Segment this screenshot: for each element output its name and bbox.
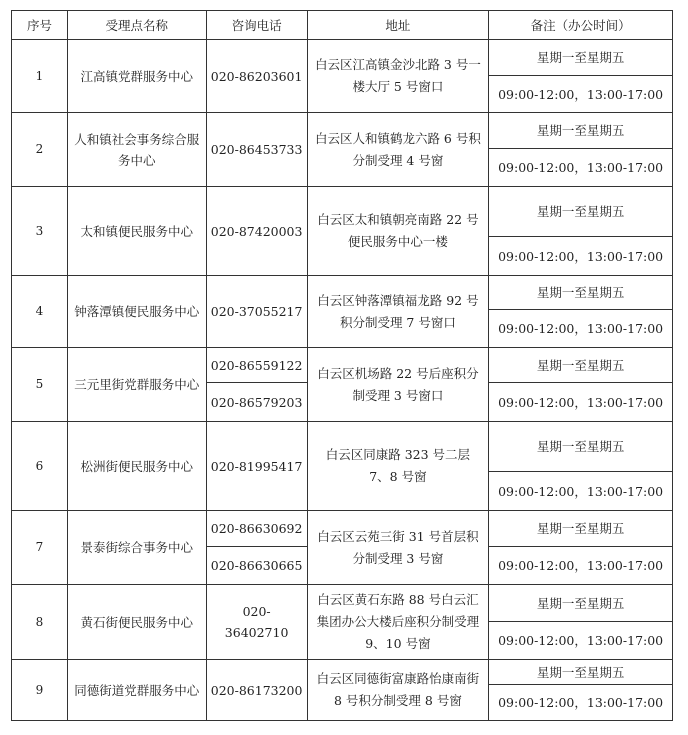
row-phone: 020-37055217 bbox=[206, 276, 307, 348]
row-name: 太和镇便民服务中心 bbox=[67, 187, 206, 276]
header-notes: 备注（办公时间） bbox=[489, 11, 673, 40]
row-name: 人和镇社会事务综合服务中心 bbox=[67, 113, 206, 187]
row-seq: 1 bbox=[12, 40, 68, 113]
row-seq: 5 bbox=[12, 348, 68, 422]
row-hours: 09:00-12:00，13:00-17:00 bbox=[489, 547, 673, 585]
row-phone: 020-81995417 bbox=[206, 422, 307, 511]
row-name: 钟落潭镇便民服务中心 bbox=[67, 276, 206, 348]
row-address: 白云区云苑三街 31 号首层积分制受理 3 号窗 bbox=[307, 511, 489, 585]
row-days: 星期一至星期五 bbox=[489, 511, 673, 547]
row-phone: 020-86173200 bbox=[206, 660, 307, 721]
row-address: 白云区钟落潭镇福龙路 92 号积分制受理 7 号窗口 bbox=[307, 276, 489, 348]
row-phone: 020-86559122 bbox=[206, 348, 307, 383]
row-address: 白云区同康路 323 号二层 7、8 号窗 bbox=[307, 422, 489, 511]
row-phone-2: 020-86579203 bbox=[206, 383, 307, 422]
row-name: 同德街道党群服务中心 bbox=[67, 660, 206, 721]
table-row bbox=[12, 113, 673, 149]
row-address: 白云区人和镇鹤龙六路 6 号积分制受理 4 号窗 bbox=[307, 113, 489, 187]
row-phone: 020-86630692 bbox=[206, 511, 307, 547]
row-hours: 09:00-12:00，13:00-17:00 bbox=[489, 472, 673, 511]
row-address: 白云区江高镇金沙北路 3 号一楼大厅 5 号窗口 bbox=[307, 40, 489, 113]
row-days: 星期一至星期五 bbox=[489, 113, 673, 149]
service-points-table bbox=[11, 10, 673, 721]
row-hours: 09:00-12:00，13:00-17:00 bbox=[489, 622, 673, 660]
header-row bbox=[12, 11, 673, 40]
table-row bbox=[12, 40, 673, 76]
row-phone: 020-86453733 bbox=[206, 113, 307, 187]
row-hours: 09:00-12:00，13:00-17:00 bbox=[489, 383, 673, 422]
row-hours: 09:00-12:00，13:00-17:00 bbox=[489, 149, 673, 187]
row-phone: 020-86203601 bbox=[206, 40, 307, 113]
row-name: 黄石街便民服务中心 bbox=[67, 585, 206, 660]
row-hours: 09:00-12:00，13:00-17:00 bbox=[489, 685, 673, 721]
row-name: 江高镇党群服务中心 bbox=[67, 40, 206, 113]
table-row bbox=[12, 585, 673, 622]
row-hours: 09:00-12:00，13:00-17:00 bbox=[489, 76, 673, 113]
row-name: 景泰街综合事务中心 bbox=[67, 511, 206, 585]
row-seq: 2 bbox=[12, 113, 68, 187]
table-row bbox=[12, 511, 673, 547]
row-days: 星期一至星期五 bbox=[489, 348, 673, 383]
header-phone: 咨询电话 bbox=[206, 11, 307, 40]
row-name: 松洲街便民服务中心 bbox=[67, 422, 206, 511]
row-phone: 020- 36402710 bbox=[206, 585, 307, 660]
row-hours: 09:00-12:00，13:00-17:00 bbox=[489, 310, 673, 348]
table-row bbox=[12, 422, 673, 472]
header-seq: 序号 bbox=[12, 11, 68, 40]
row-days: 星期一至星期五 bbox=[489, 40, 673, 76]
row-days: 星期一至星期五 bbox=[489, 276, 673, 310]
header-address: 地址 bbox=[307, 11, 489, 40]
row-address: 白云区机场路 22 号后座积分制受理 3 号窗口 bbox=[307, 348, 489, 422]
row-address: 白云区同德街富康路怡康南街 8 号积分制受理 8 号窗 bbox=[307, 660, 489, 721]
row-seq: 9 bbox=[12, 660, 68, 721]
row-days: 星期一至星期五 bbox=[489, 422, 673, 472]
row-address: 白云区黄石东路 88 号白云汇集团办公大楼后座积分制受理 9、10 号窗 bbox=[307, 585, 489, 660]
row-seq: 4 bbox=[12, 276, 68, 348]
table-row bbox=[12, 348, 673, 383]
row-days: 星期一至星期五 bbox=[489, 187, 673, 237]
table-row bbox=[12, 187, 673, 237]
row-seq: 6 bbox=[12, 422, 68, 511]
row-hours: 09:00-12:00，13:00-17:00 bbox=[489, 237, 673, 276]
row-seq: 7 bbox=[12, 511, 68, 585]
row-seq: 3 bbox=[12, 187, 68, 276]
row-phone-2: 020-86630665 bbox=[206, 547, 307, 585]
row-days: 星期一至星期五 bbox=[489, 585, 673, 622]
row-seq: 8 bbox=[12, 585, 68, 660]
row-name: 三元里街党群服务中心 bbox=[67, 348, 206, 422]
row-days: 星期一至星期五 bbox=[489, 660, 673, 685]
row-phone: 020-87420003 bbox=[206, 187, 307, 276]
header-name: 受理点名称 bbox=[67, 11, 206, 40]
table-row bbox=[12, 660, 673, 685]
table-row bbox=[12, 276, 673, 310]
row-address: 白云区太和镇朝亮南路 22 号便民服务中心一楼 bbox=[307, 187, 489, 276]
